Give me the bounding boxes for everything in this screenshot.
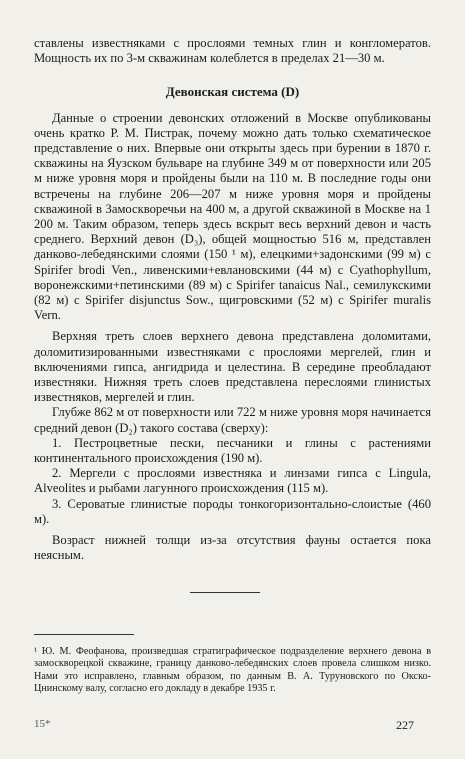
footnote-rule	[34, 634, 134, 635]
list-item: 2. Мергели с прослоями известняка и линзами гипса с Lingula, Alveolites и рыбами лагунного происхождения (115 м).	[34, 466, 431, 496]
paragraph-devonian-overview: Данные о строении девонских отложений в Москве опубликованы очень кратко Р. М. Пистрак, почему можно дать только схематическое представление о них. Впервые они открыты здесь при бурении в 1870 г. скважины на Яузском бульваре на глубине 349 м от поверхности или 205 м ниже уровня моря и пройдены были на 110 м. В последние годы они встречены на глубине 206—207 м ниже уровня моря и пройдены скважиной в Замоскворечьи на 400 м, а другой скважиной в Москве на 1 200 м. Таким образом, теперь здесь вскрыт весь верхний девон и часть среднего. Верхний девон (D₃), общей мощностью 516 м, представлен данково-лебедянскими слоями (150 ¹ м), елецкими+задонскими (99 м) с Spirifer brodi Ven., ливенскими+евлановскими (44 м) с Cyathophyllum, воронежскими+петинскими (89 м) с Spirifer tanaicus Nal., семилукскими (82 м) с Spirifer disjunctus Sow., щигровскими (52 м) с Spirifer muralis Vern.	[34, 110, 431, 323]
page-number: 227	[396, 718, 414, 732]
section-divider	[190, 592, 260, 593]
footnote: ¹ Ю. М. Феофанова, произведшая стратиграфическое подразделение верхнего девона в замоскворецкой скважине, границу данково-лебедянских слоев провела слишком низко. Нами это исправлено, главным образом, по данным В. А. Туруновского по Окско-Цнинскому валу, согласно его докладу в декабре 1935 г.	[34, 646, 431, 695]
paragraph-continuation: ставлены известняками с прослоями темных глин и конгломератов. Мощность их по 3-м скважинам колеблется в пределах 21—30 м.	[34, 36, 431, 66]
paragraph-middle-devonian: Глубже 862 м от поверхности или 722 м ниже уровня моря начинается средний девон (D₂) такого состава (сверху):	[34, 405, 431, 435]
paragraph-upper-devonian: Верхняя треть слоев верхнего девона представлена доломитами, доломитизированными известняками с прослоями мергелей, глин и включениями гипса, ангидрида и целестина. В середине преобладают известняки. Нижняя треть слоев представлена переслоями глинистых известняков, мергелей и глин.	[34, 329, 431, 405]
section-title: Девонская система (D)	[165, 84, 300, 100]
paragraph-conclusion: Возраст нижней толщи из-за отсутствия фауны остается пока неясным.	[34, 533, 431, 563]
main-text	[34, 36, 431, 564]
list-item: 1. Пестроцветные пески, песчаники и глины с растениями континентального происхождения (190 м).	[34, 435, 431, 466]
list-item: 3. Сероватые глинистые породы тонкогоризонтально-слоистые (460 м).	[34, 496, 431, 526]
signature-mark: 15*	[34, 718, 51, 730]
